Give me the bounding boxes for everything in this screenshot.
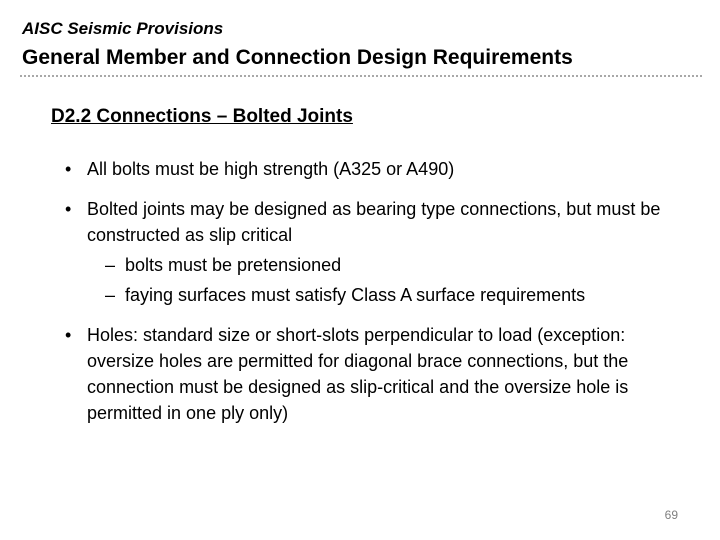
bullet-text: All bolts must be high strength (A325 or A490) (87, 159, 455, 179)
bullet-text: Holes: standard size or short-slots perpendicular to load (exception: oversize holes are permitted for diagonal brace connections, but the connection must be designed as slip-critical and the oversize hole is permitted in one ply only) (87, 325, 629, 423)
bullet-list (64, 156, 684, 440)
dash-marker: – (105, 285, 116, 305)
sub-bullet-list (87, 252, 684, 308)
bullet-marker: • (65, 159, 72, 179)
slide-title: General Member and Connection Design Requirements (22, 46, 573, 69)
presentation-subtitle: AISC Seismic Provisions (22, 19, 224, 38)
sub-bullet-faying-surfaces (87, 282, 684, 308)
bullet-item-bolted-joints (64, 196, 684, 308)
bullet-marker: • (65, 199, 72, 219)
title-divider (20, 75, 702, 77)
bullet-item-bolt-strength (64, 156, 684, 182)
section-heading: D2.2 Connections – Bolted Joints (51, 106, 353, 127)
bullet-text: Bolted joints may be designed as bearing type connections, but must be constructed as slip critical (87, 199, 661, 245)
sub-bullet-text: faying surfaces must satisfy Class A surface requirements (125, 285, 586, 305)
dash-marker: – (105, 255, 116, 275)
bullet-marker: • (65, 325, 72, 345)
sub-bullet-text: bolts must be pretensioned (125, 255, 342, 275)
sub-bullet-pretensioned (87, 252, 684, 278)
page-number: 69 (664, 508, 678, 522)
bullet-item-holes (64, 322, 684, 426)
